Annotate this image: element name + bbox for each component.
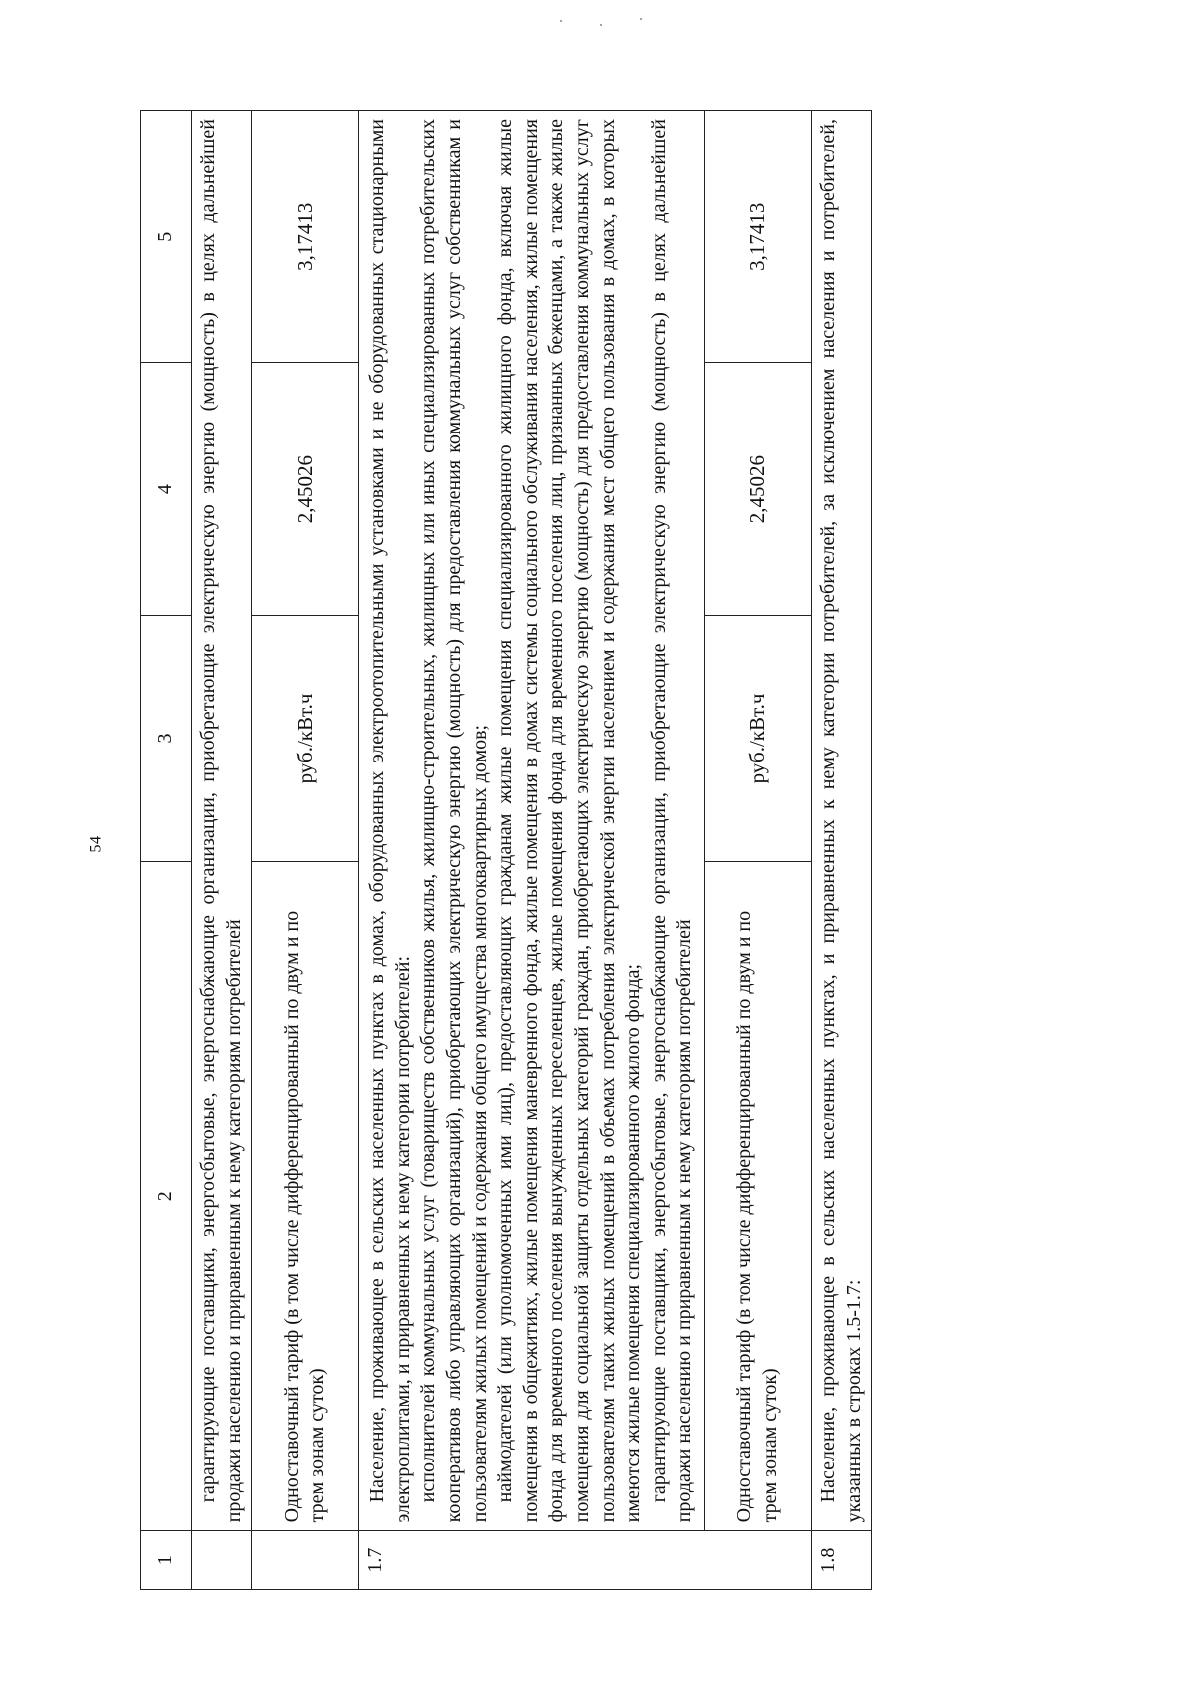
scan-artifact bbox=[560, 20, 562, 22]
row-1-7-tariff-label: Одноставочный тариф (в том числе дифференцированный по двум и по трем зонам суток) bbox=[704, 862, 811, 1531]
header-col-3: 3 bbox=[141, 615, 192, 862]
header-col-2: 2 bbox=[141, 862, 192, 1531]
row-1-7 bbox=[359, 111, 705, 1590]
continuation-row-number bbox=[192, 1531, 252, 1590]
page-number: 54 bbox=[87, 835, 105, 853]
header-col-5: 5 bbox=[141, 111, 192, 363]
tariff-label: Одноставочный тариф (в том числе дифференцированный по двум и по трем зонам суток) bbox=[252, 862, 359, 1531]
row-1-7-number: 1.7 bbox=[359, 1531, 812, 1590]
row-1-7-paragraph-3: наймодателей (или уполномоченных ими лиц), предоставляющих гражданам жилые помещения специализированного жилищного фонда, включая жилые помещения в общежитиях, жилые помещения маневренного фонда, жилые помещения в домах системы социального обслуживания населения, жилые помещения фонда для временного поселения вынужденных переселенцев, жилые помещения фонда для временного поселения лиц, признанных беженцами, а также жилые помещения для социальной защиты отдельных категорий граждан, приобретающих электрическую энергию (мощность) для предоставления коммунальных услуг пользователям таких жилых помещений в объемах потребления электрической энергии населением и содержания мест общего пользования в домах, в которых имеются жилые помещения специализированного жилого фонда; bbox=[494, 119, 645, 1523]
scan-artifact bbox=[600, 24, 602, 26]
row-1-7-description bbox=[359, 111, 705, 1531]
row-1-8-number: 1.8 bbox=[811, 1531, 871, 1590]
row-1-8-text: Население, проживающее в сельских населенных пунктах, и приравненных к нему категории потребителей, за исключением населения и потребителей, указанных в строках 1.5-1.7: bbox=[811, 111, 871, 1531]
row-1-7-paragraph-1: Население, проживающее в сельских населенных пунктах в домах, оборудованных электроотопительными установками и не оборудованных стационарными электроплитами, и приравненных к нему категории потребителей: bbox=[366, 119, 414, 1523]
row-1-7-value-half1: 2,45026 bbox=[704, 363, 811, 615]
continuation-text: гарантирующие поставщики, энергосбытовые, энергоснабжающие организации, приобретающие электрическую энергию (мощность) в целях дальнейшей продажи населению и приравненным к нему категориям потребителей bbox=[192, 111, 252, 1531]
row-1-7-tariff bbox=[704, 111, 811, 1590]
header-col-1: 1 bbox=[141, 1531, 192, 1590]
row-1-7-paragraph-4: гарантирующие поставщики, энергосбытовые, энергоснабжающие организации, приобретающие электрическую энергию (мощность) в целях дальнейшей продажи населению и приравненным к нему категориям потребителей bbox=[647, 119, 696, 1523]
table-header-row bbox=[141, 111, 192, 1590]
tariff-unit: руб./кВт.ч bbox=[252, 615, 359, 862]
row-1-7-value-half2: 3,17413 bbox=[704, 111, 811, 363]
tariff-table bbox=[140, 110, 872, 1590]
tariff-value-half1: 2,45026 bbox=[252, 363, 359, 615]
tariff-value-half2: 3,17413 bbox=[252, 111, 359, 363]
row-1-8 bbox=[811, 111, 871, 1590]
rotated-table-sheet bbox=[140, 110, 1010, 1590]
scan-artifact bbox=[640, 18, 642, 20]
tariff-row-number bbox=[252, 1531, 359, 1590]
row-1-7-tariff-unit: руб./кВт.ч bbox=[704, 615, 811, 862]
row-1-7-paragraph-2: исполнителей коммунальных услуг (товариществ собственников жилья, жилищно-строительных, жилищных или иных специализированных потребительских кооперативов либо управляющих организаций), приобретающих электрическую энергию (мощность) для предоставления коммунальных услуг собственникам и пользователям жилых помещений и содержания общего имущества многоквартирных домов; bbox=[417, 119, 491, 1523]
tariff-row bbox=[252, 111, 359, 1590]
header-col-4: 4 bbox=[141, 363, 192, 615]
continuation-row bbox=[192, 111, 252, 1590]
